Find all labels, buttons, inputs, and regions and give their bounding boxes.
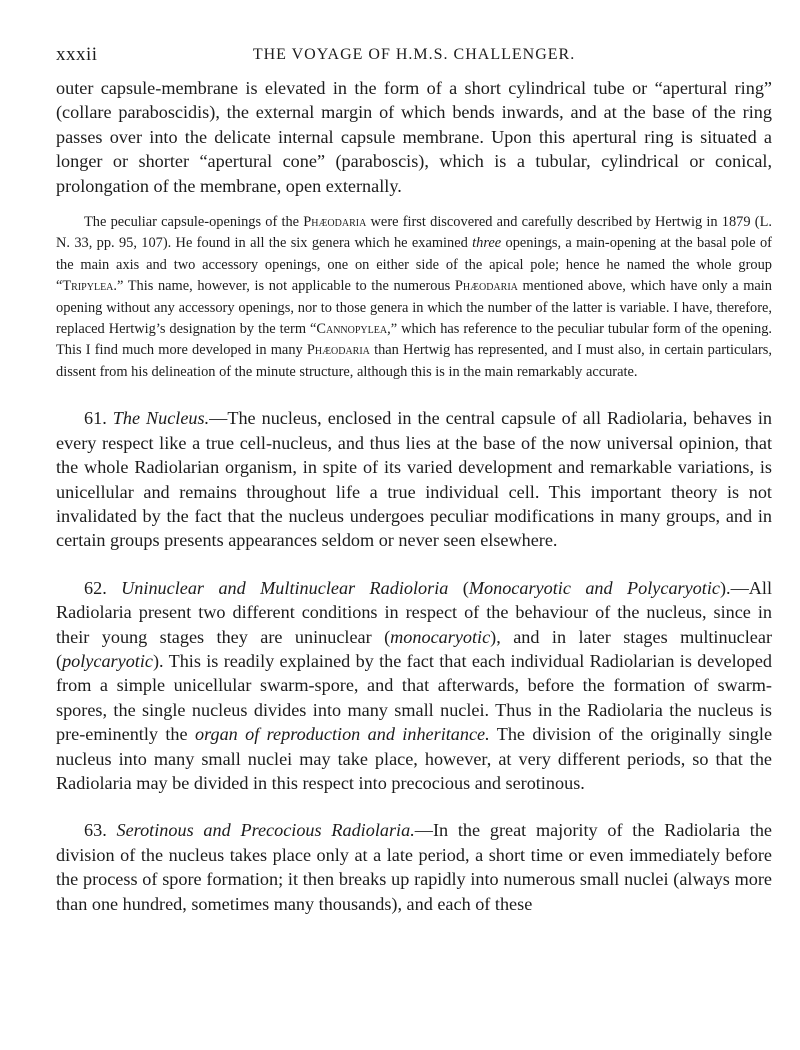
note-phaeodaria: Phæodaria bbox=[303, 214, 367, 231]
section-body: —The nucleus, enclosed in the central capsule of all Radiolaria, behaves in every respect like a true cell-nucleus, and thus lies at the base of the now universal opinion, that the whole Radiolarian organism, in spite of its varied development and remarkable variations, is unicellular and remains throughout life a true individual cell. This important theory is not invalidated by the fact that the nucleus undergoes peculiar modifications in many groups, and in certain groups presents appearances seldom or never seen elsewhere. bbox=[56, 408, 772, 551]
page bbox=[56, 44, 772, 916]
section-body: The division of the originally single nucleus into many small nuclei may take place, however, at very different periods, so that the Radiolaria may be divided in this respect into precocious and serotinous. bbox=[56, 724, 773, 793]
note-text: mentioned above, which have only a main opening without any accessory openings, nor to those genera in which the number of the latter is variable. I have, therefore, replaced Hertwig’s designation by the term “ bbox=[56, 278, 772, 338]
section-heading: Serotinous and Precocious Radiolaria. bbox=[116, 820, 415, 841]
section-62: 62. Uninuclear and Multinuclear Radioloria (Monocaryotic and Polycaryotic).—All Radiolaria present two different conditions in respect of the behaviour of the nucleus, since in their young stages they are uninuclear (monocaryotic), and in later stages multinuclear (polycaryotic). This is readily explained by the fact that each individual Radiolarian is developed from a simple unicellular swarm-spore, and that afterwards, before the formation of swarm-spores, the single nucleus divides into many small nuclei. Thus in the Radiolaria the nucleus is pre-eminently the organ of reproduction and inheritance. The division of the originally single nucleus into many small nuclei may take place, however, at very different periods, so that the Radiolaria may be divided in this respect into precocious and serotinous. bbox=[56, 577, 773, 793]
section-heading: The Nucleus. bbox=[112, 408, 210, 429]
section-63 bbox=[56, 818, 772, 916]
note-phaeodaria: Phæodaria bbox=[454, 278, 518, 295]
section-heading: Uninuclear and Multinuclear Radioloria bbox=[121, 577, 449, 598]
section-61 bbox=[56, 406, 772, 552]
note-tripylea: Tripylea bbox=[62, 278, 114, 295]
section-body: ), and in later stages multinuclear ( bbox=[56, 626, 772, 671]
section-number: 62. bbox=[84, 577, 122, 598]
intro-paragraph: outer capsule-membrane is elevated in the form of a short cylindrical tube or “apertural ring” (collare paraboscidis), the external margin of which bends inwards, and at the base of the ring passes over into the delicate internal capsule membrane. Upon this apertural ring is situated a longer or shorter “apertural cone” (paraboscis), which is a tubular, cylindrical or conical, prolongation of the membrane, open externally. bbox=[56, 78, 772, 196]
section-body: All Radiolaria present two different conditions in respect of the behaviour of the nucleus, since in their young stages they are uninuclear ( bbox=[56, 577, 773, 647]
note-cannopylea: Cannopylea bbox=[316, 321, 388, 338]
running-header bbox=[56, 44, 772, 76]
note-phaeodaria: Phæodaria bbox=[306, 342, 370, 359]
note-text: were first discovered and carefully described by Hertwig in 1879 (L. N. 33, pp. 95, 107). He found in all the six genera which he examined bbox=[56, 214, 772, 252]
term-polycaryotic: polycaryotic bbox=[62, 650, 153, 671]
section-number: 61. bbox=[84, 408, 113, 429]
note-text: ,” which has reference to the peculiar tubular form of the opening. This I find much more developed in many bbox=[56, 321, 773, 359]
section-body: —In the great majority of the Radiolaria the division of the nucleus takes place only at a late period, a short time or even immediately before the process of spore formation; it then breaks up rapidly into numerous small nuclei (always more than one hundred, sometimes many thousands), and each of these bbox=[56, 820, 773, 914]
note-text: openings, a main-opening at the basal pole of the main axis and two accessory openings, one on either side of the apical pole; hence he named the whole group “ bbox=[56, 235, 772, 295]
footnote-paragraph bbox=[56, 212, 772, 383]
term-organ: organ of reproduction and inheritance. bbox=[194, 724, 490, 745]
section-heading-paren: Monocaryotic and Polycaryotic bbox=[468, 577, 720, 598]
term-monocaryotic: monocaryotic bbox=[390, 626, 491, 647]
section-body: ). This is readily explained by the fact that each individual Radiolarian is developed from a simple unicellular swarm-spore, and that afterwards, before the formation of swarm-spores, the single nucleus divides into many small nuclei. Thus in the Radiolaria the nucleus is pre-eminently the bbox=[56, 650, 772, 745]
note-text: than Hertwig has represented, and I must also, in certain particulars, dissent from his delineation of the minute structure, although this is in the main remarkably accurate. bbox=[56, 342, 772, 380]
section-number: 63. bbox=[84, 820, 117, 841]
running-title: THE VOYAGE OF H.M.S. CHALLENGER. bbox=[252, 46, 576, 63]
note-three: three bbox=[472, 235, 502, 252]
note-text: .” This name, however, is not applicable to the numerous bbox=[113, 278, 455, 295]
note-text: The peculiar capsule-openings of the bbox=[84, 214, 304, 231]
page-number: xxxii bbox=[56, 44, 98, 65]
